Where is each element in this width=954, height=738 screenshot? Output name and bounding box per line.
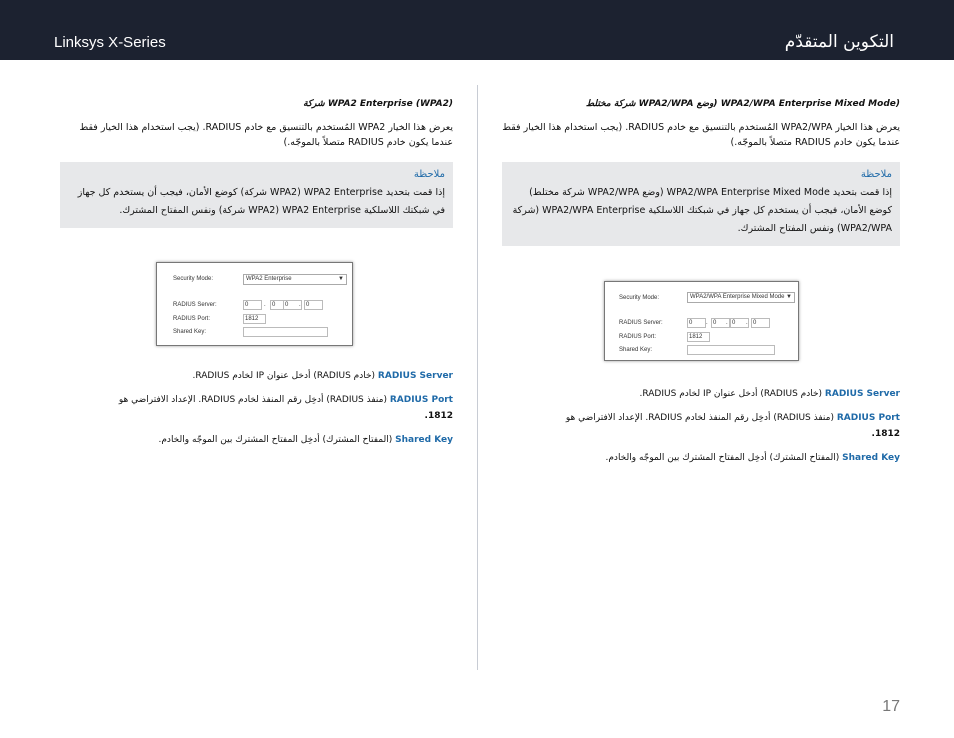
- left-port-value-line: [60, 409, 453, 423]
- right-body: يعرض هذا الخيار WPA2/WPA المُستخدم بالتنسيق مع خادم RADIUS. (يجب استخدام هذا الخيار فقط عندما يكون خادم RADIUS متصلاً بالموجّه.): [502, 122, 900, 148]
- right-term-radius-port: RADIUS Port: [836, 413, 900, 423]
- right-text-shared-key: (المفتاح المشترك) أدخِل المفتاح المشترك بين الموجّه والخادم.: [605, 453, 843, 463]
- chevron-down-icon: ▼: [786, 294, 792, 300]
- brand-title: Linksys X-Series: [54, 34, 166, 51]
- left-radius-server-label: RADIUS Server:: [173, 302, 217, 308]
- left-text-shared-key: (المفتاح المشترك) أدخِل المفتاح المشترك بين الموجّه والخادم.: [158, 435, 396, 445]
- right-ip-octet-1[interactable]: 0: [687, 318, 706, 328]
- right-fields: [502, 387, 900, 475]
- right-ip-octet-3[interactable]: 0: [730, 318, 749, 328]
- left-body: يعرض هذا الخيار WPA2 المُستخدم بالتنسيق مع خادم RADIUS. (يجب استخدام هذا الخيار فقط عندما يكون خادم RADIUS متصلاً بالموجّه.): [79, 122, 453, 148]
- right-shared-key-input[interactable]: [687, 345, 775, 355]
- left-note-title: ملاحظة: [413, 169, 445, 180]
- right-term-shared-key: Shared Key: [842, 453, 900, 463]
- section-title: التكوين المتقدّم: [784, 32, 894, 52]
- left-text-radius-server: (خادم RADIUS) أدخل عنوان IP لخادم RADIUS.: [192, 371, 378, 381]
- left-field-shared-key: [60, 433, 453, 447]
- left-radius-port-input[interactable]: 1812: [243, 314, 266, 324]
- left-ip-dot: .: [299, 302, 301, 308]
- left-security-mode-label: Security Mode:: [173, 276, 214, 282]
- right-port-value: 1812.: [871, 429, 900, 439]
- right-shared-key-label: Shared Key:: [619, 347, 653, 353]
- chevron-down-icon: ▼: [338, 276, 344, 282]
- left-shared-key-input[interactable]: [243, 327, 328, 337]
- left-field-radius-server: [60, 369, 453, 383]
- left-ip-octet-1[interactable]: 0: [243, 300, 262, 310]
- right-note-title: ملاحظة: [860, 169, 892, 180]
- page-number: 17: [882, 698, 900, 715]
- left-note: [60, 162, 453, 228]
- column-divider: [477, 85, 478, 670]
- left-term-radius-server: RADIUS Server: [377, 371, 453, 381]
- left-note-body: إذا قمت بتحديد WPA2 Enterprise (WPA2 شركة) كوضع الأمان، فيجب أن يستخدم كل جهاز في شبكتك اللاسلكية WPA2 Enterprise (WPA2 شركة) ونفس المفتاح المشترك.: [77, 187, 445, 216]
- right-ip-dot: .: [706, 320, 708, 326]
- page-header: [0, 0, 954, 60]
- left-radius-port-label: RADIUS Port:: [173, 316, 211, 322]
- right-note: [502, 162, 900, 246]
- left-column: [60, 99, 453, 228]
- right-field-radius-server: [502, 387, 900, 401]
- right-radius-port-input[interactable]: 1812: [687, 332, 710, 342]
- right-field-shared-key: [502, 451, 900, 465]
- right-settings-screenshot: [604, 281, 799, 361]
- left-security-mode-select[interactable]: [243, 274, 347, 285]
- left-ip-dot: .: [264, 302, 266, 308]
- left-fields: [60, 369, 453, 457]
- left-heading: (WPA2 Enterprise (WPA2 شركة: [303, 99, 453, 109]
- right-ip-dot: .: [746, 320, 748, 326]
- left-settings-screenshot: [156, 262, 353, 346]
- left-field-radius-port: [60, 393, 453, 407]
- left-term-radius-port: RADIUS Port: [389, 395, 453, 405]
- right-column: [502, 99, 900, 246]
- right-ip-dot: .: [726, 320, 728, 326]
- right-radius-server-label: RADIUS Server:: [619, 320, 663, 326]
- left-port-value: 1812.: [424, 411, 453, 421]
- left-term-shared-key: Shared Key: [395, 435, 453, 445]
- right-ip-octet-4[interactable]: 0: [751, 318, 770, 328]
- right-radius-port-label: RADIUS Port:: [619, 334, 657, 340]
- right-field-radius-port: [502, 411, 900, 425]
- left-shared-key-label: Shared Key:: [173, 329, 207, 335]
- right-term-radius-server: RADIUS Server: [824, 389, 900, 399]
- right-heading: (WPA2/WPA Enterprise Mixed Mode (وضع WPA2/WPA شركة مختلط: [585, 99, 900, 109]
- left-ip-octet-2[interactable]: 0: [270, 300, 289, 310]
- right-security-mode-value: WPA2/WPA Enterprise Mixed Mode: [690, 294, 785, 300]
- right-ip-octet-2[interactable]: 0: [711, 318, 730, 328]
- right-security-mode-select[interactable]: [687, 292, 795, 303]
- right-security-mode-label: Security Mode:: [619, 295, 660, 301]
- left-ip-octet-4[interactable]: 0: [304, 300, 323, 310]
- left-security-mode-value: WPA2 Enterprise: [246, 276, 292, 282]
- right-text-radius-port: (منفذ RADIUS) أدخِل رقم المنفذ لخادم RADIUS. الإعداد الافتراضي هو: [565, 413, 837, 423]
- right-port-value-line: [502, 427, 900, 441]
- left-text-radius-port: (منفذ RADIUS) أدخِل رقم المنفذ لخادم RADIUS. الإعداد الافتراضي هو: [118, 395, 390, 405]
- right-text-radius-server: (خادم RADIUS) أدخل عنوان IP لخادم RADIUS.: [639, 389, 825, 399]
- right-note-body: إذا قمت بتحديد WPA2/WPA Enterprise Mixed Mode (وضع WPA2/WPA شركة مختلط) كوضع الأمان، فيجب أن يستخدم كل جهاز في شبكتك اللاسلكية WPA2/WPA Enterprise (شركة WPA2/WPA) ونفس المفتاح المشترك.: [512, 187, 892, 234]
- left-ip-octet-3[interactable]: 0: [283, 300, 302, 310]
